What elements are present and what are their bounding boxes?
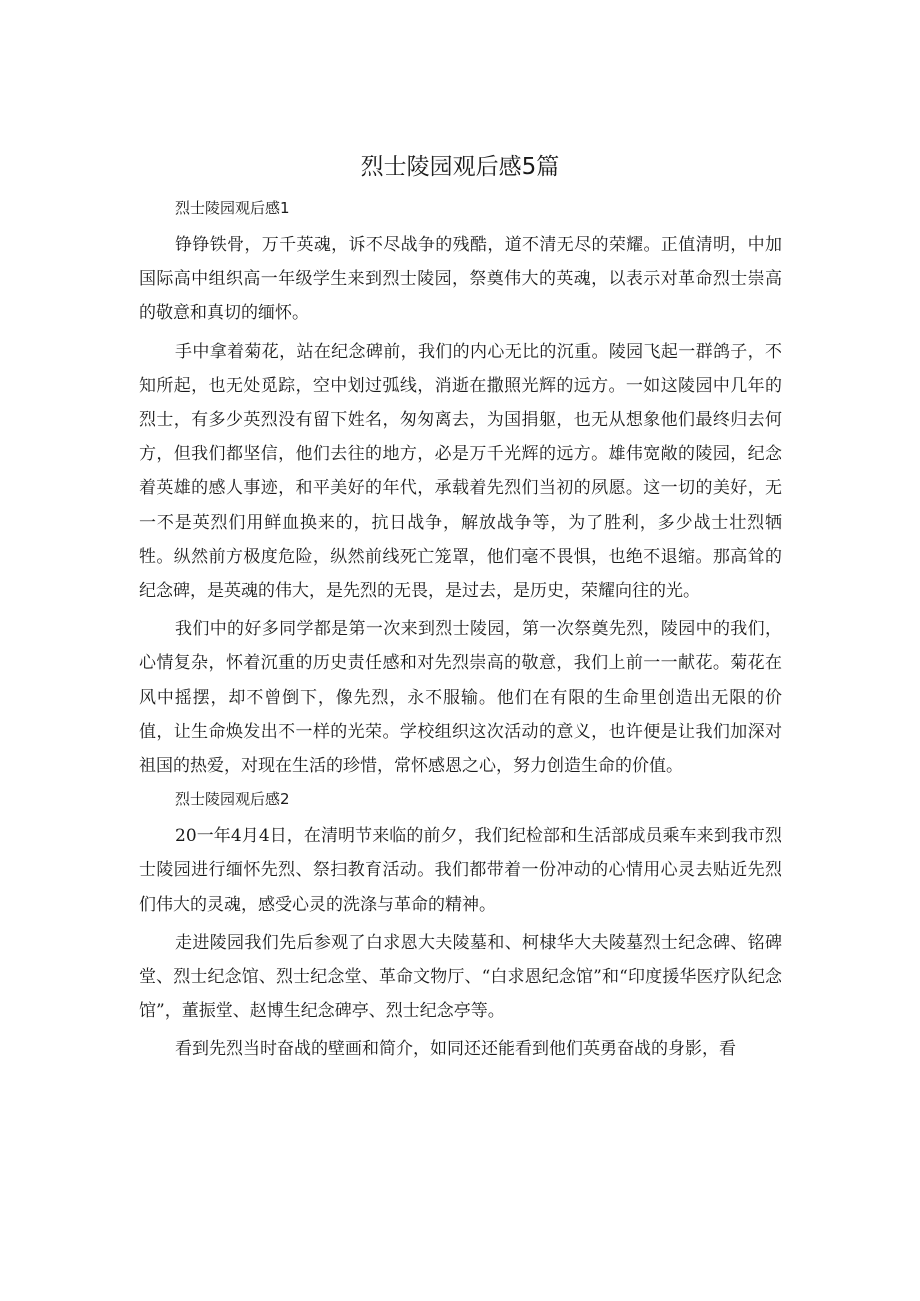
section-heading: 烈士陵园观后感1 — [175, 199, 290, 217]
paragraph: 手中拿着菊花，站在纪念碑前，我们的内心无比的沉重。陵园飞起一群鸽子，不知所起，也无处觅踪，空中划过弧线，消逝在撒照光辉的远方。一如这陵园中几年的烈士，有多少英烈没有留下姓名，匆匆离去，为国捐躯，也无从想象他们最终归去何方，但我们都坚信，他们去往的地方，必是万千光辉的远方。雄伟宽敞的陵园，纪念着英雄的感人事迹，和平美好的年代，承载着先烈们当初的夙愿。这一切的美好，无一不是英烈们用鲜血换来的，抗日战争，解放战争等，为了胜利，多少战士壮烈牺牲。纵然前方极度危险，纵然前线死亡笼罩，他们毫不畏惧，也绝不退缩。那高耸的纪念碑，是英魂的伟大，是先烈的无畏，是过去，是历史，荣耀向往的光。 — [139, 341, 782, 602]
document-title: 烈士陵园观后感5篇 — [360, 154, 560, 180]
paragraph: 20一年4月4日，在清明节来临的前夕，我们纪检部和生活部成员乘车来到我市烈士陵园进行缅怀先烈、祭扫教育活动。我们都带着一份冲动的心情用心灵去贴近先烈们伟大的灵魂，感受心灵的洗涤与革命的精神。 — [139, 826, 782, 915]
paragraph: 铮铮铁骨，万千英魂，诉不尽战争的残酷，道不清无尽的荣耀。正值清明，中加国际高中组织高一年级学生来到烈士陵园，祭奠伟大的英魂，以表示对革命烈士崇高的敬意和真切的缅怀。 — [139, 235, 782, 324]
paragraph: 走进陵园我们先后参观了白求恩大夫陵墓和、柯棣华大夫陵墓烈士纪念碑、铭碑堂、烈士纪念馆、烈士纪念堂、革命文物厅、“白求恩纪念馆”和“印度援华医疗队纪念馆”，董振堂、赵博生纪念碑亭、烈士纪念亭等。 — [139, 932, 782, 1022]
paragraph: 看到先烈当时奋战的壁画和简介，如同还还能看到他们英勇奋战的身影，看 — [175, 1039, 736, 1060]
document-body — [139, 196, 782, 1071]
section-1 — [139, 196, 782, 783]
paragraph: 我们中的好多同学都是第一次来到烈士陵园，第一次祭奠先烈，陵园中的我们，心情复杂，怀着沉重的历史责任感和对先烈崇高的敬意，我们上前一一献花。菊花在风中摇摆，却不曾倒下，像先烈，永不服输。他们在有限的生命里创造出无限的价值，让生命焕发出不一样的光荣。学校组织这次活动的意义，也许便是让我们加深对祖国的热爱，对现在生活的珍惜，常怀感恩之心，努力创造生命的价值。 — [139, 619, 782, 777]
section-heading: 烈士陵园观后感2 — [175, 790, 290, 809]
section-2 — [139, 787, 782, 1066]
